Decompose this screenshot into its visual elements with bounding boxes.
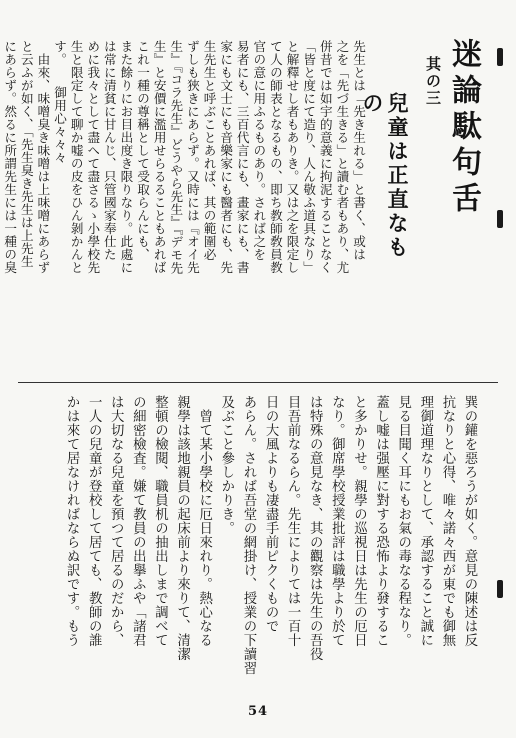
top-left-line — [0, 40, 1, 368]
top-right-line: は常に清貧に甘んじ、只管國家奉仕た — [101, 40, 117, 261]
series-title-text: 迷論駄句舌 — [446, 38, 481, 218]
top-right-line: これ一種の尊稱として受取らんにも、 — [135, 40, 151, 261]
scan-artifact-bottom — [497, 580, 503, 598]
top-left-line: 由來、味噌臭き味噌は上味噌にあらず — [35, 40, 51, 274]
top-right-line: と解釋せし者もありき。又は之を限定し — [284, 40, 300, 274]
bottom-right-line: は特殊の意見なき、其の觀察は先生の吾役 — [307, 395, 323, 661]
top-right-line: 之を「先づ生きる」と讀む者もあり、尤 — [334, 40, 350, 274]
top-left-line: と云ふが如く、「先生臭き先生は上先生 — [18, 40, 34, 268]
text-block-bottom-right — [40, 395, 480, 690]
section-divider — [18, 382, 498, 383]
top-right-line: 生先生と呼ぶことあれば、其の範圍必 — [201, 40, 217, 261]
bottom-right-line: と多かりせ。親學の巡視日は先生の厄日 — [351, 395, 367, 647]
top-left-line: す。 御用心々々々 — [52, 40, 68, 164]
bottom-right-line: 一人の兒童が登校して居ても、教師の誰 — [86, 395, 102, 647]
top-right-line: 生』と安價に濫用せらるることもあれば — [151, 40, 167, 274]
top-right-line: 「皆と度にて造り、人ん敬ふ道具なり」 — [301, 40, 317, 274]
article-title: 兒童は正直なもの — [359, 92, 410, 260]
bottom-right-line: 抗なりと心得、唯々諾々西が東でも御無 — [439, 395, 455, 647]
top-right-line: 併昔では如宇的意義に拘泥することなく — [317, 40, 333, 274]
top-right-line: また餘りにお目出度き限りなり。此處に — [118, 40, 134, 274]
bottom-right-line: 整頓の檢閱、職員机の抽出しまで調べて — [152, 395, 168, 647]
scan-artifact-top — [497, 48, 503, 66]
top-right-line: 先生とは「先き生れる」と書く、或は — [351, 40, 366, 261]
volume-label: 其の三 — [424, 56, 442, 107]
bottom-right-line: は大切なる兒童を預つて居るのだから、 — [108, 395, 124, 647]
scan-artifact-mid — [497, 210, 503, 228]
bottom-right-line: 見る目聞く耳にもお氣の毒なる程なり。 — [395, 395, 411, 647]
page-number: 54 — [247, 704, 269, 719]
top-left-line: めに我々として盡へて盡さるゝ小學校先 — [85, 40, 101, 274]
bottom-right-line: 理御道理なりとして、承認すること誠に — [417, 395, 433, 647]
top-right-line: 生』『コラ先生』どうやら先生』『デモ先 — [168, 40, 184, 275]
top-left-line: にあらず。然るに所謂先生には一種の臭 — [2, 40, 18, 274]
bottom-right-line: あらん。されば吾堂の網掛け、授業の下讀習 — [240, 395, 256, 675]
top-right-line: 官の意に用ふるものあり。されば之を — [251, 40, 267, 261]
bottom-right-line: かは來て居なければならぬ訳です。もう — [64, 395, 80, 647]
bottom-right-line: 及ぶこと參しかりき。 — [218, 395, 234, 535]
top-right-line: て人の師表となるもの、即ち教師敎員教 — [267, 40, 283, 274]
top-left-line: 生と限定して聊か嘘の皮をひん剝かんと — [68, 40, 84, 274]
text-block-top — [2, 40, 366, 368]
bottom-right-line: 蓋し嘘は强壓に對する恐怖より發するこ — [373, 395, 389, 647]
bottom-right-line: 巽の鑵を惡ろうが如く。意見の陳述は反 — [462, 395, 477, 647]
bottom-right-line: なり。御席學校授業批評は職學より於て — [329, 395, 345, 647]
bottom-right-line: の細密檢査。嫌て教員の出擧ふや「諸君 — [130, 395, 146, 647]
series-title-block — [414, 38, 481, 280]
top-right-line: 家にも文士にも音樂家にも醫者にも、先 — [218, 40, 234, 274]
bottom-right-line: 親學は該地親員の起床前より來りて、清潔 — [174, 395, 190, 661]
bottom-right-line: 目吾前なるらん。先生によりては一百十 — [285, 395, 301, 647]
top-right-line: ずしも狹きにあらず。又時には『オイ先 — [184, 40, 200, 274]
series-title — [418, 38, 481, 280]
bottom-right-line: 曾て某小學校に厄日來れり。熱心なる — [196, 395, 212, 647]
bottom-right-line: 日の大風よりも凄盡手前ピクくもので — [263, 395, 279, 633]
top-right-line: 易者にも、三百代言にも、畫家にも、書 — [234, 40, 250, 274]
